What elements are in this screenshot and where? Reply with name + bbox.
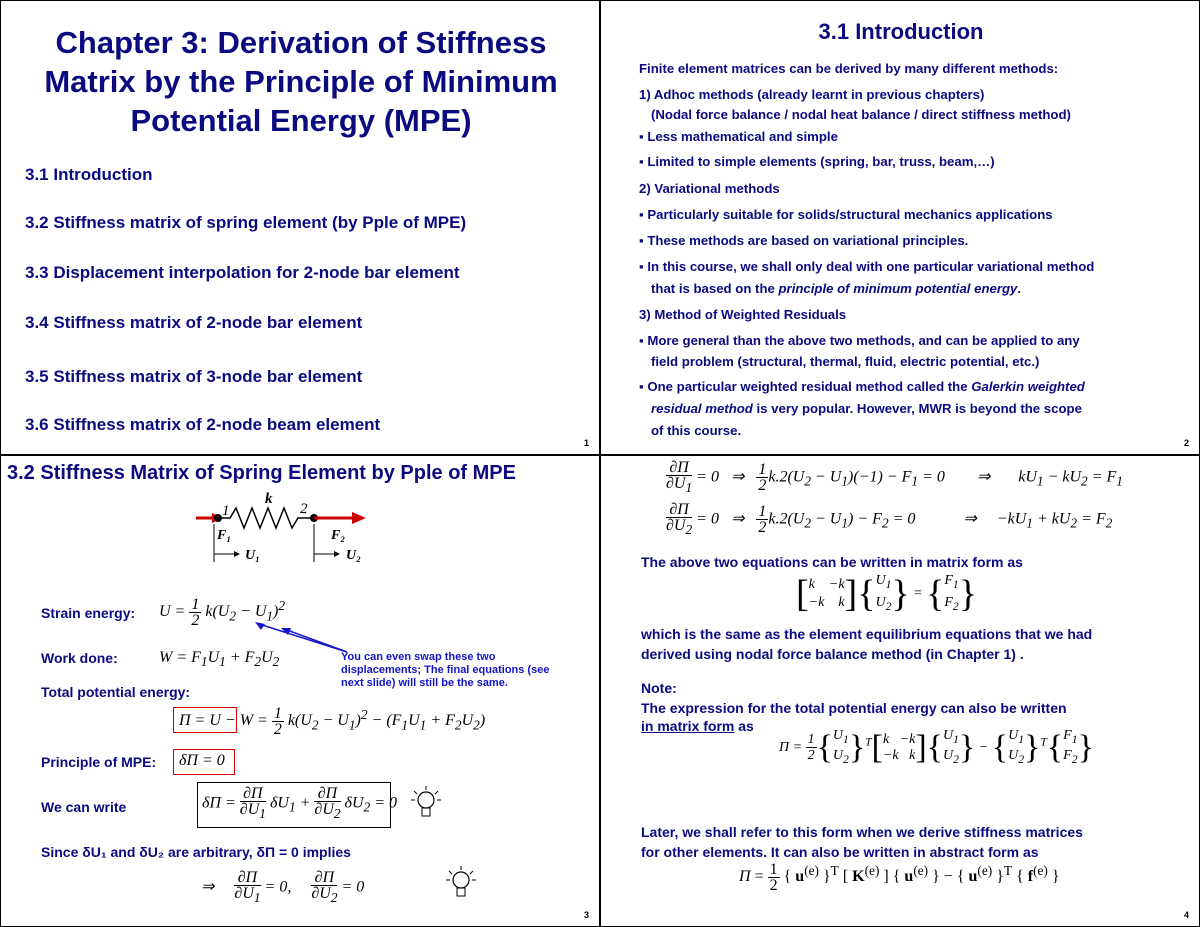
note-heading: Note: — [641, 680, 677, 696]
bullet: ▪ Less mathematical and simple — [639, 129, 838, 144]
total-potential-label: Total potential energy: — [41, 684, 191, 700]
mpe-eq: δΠ = 0 — [179, 752, 225, 769]
bullet: ▪ In this course, we shall only deal with one particular variational method — [639, 259, 1095, 274]
chapter-title: Chapter 3: Derivation of Stiffness Matrix by the Principle of Minimum Potential Energy (MPE) — [44, 25, 558, 138]
toc-item: 3.1 Introduction — [25, 165, 153, 184]
force-label: F₂ — [331, 528, 346, 543]
toc-item: 3.5 Stiffness matrix of 3-node bar element — [25, 367, 363, 386]
note-text: The expression for the total potential energy can also be written — [641, 700, 1067, 716]
slide-1 — [0, 0, 600, 455]
strain-energy-label: Strain energy: — [41, 605, 136, 621]
emphasis: Galerkin weighted — [971, 379, 1085, 394]
emphasis: principle of minimum potential energy — [778, 281, 1018, 296]
emphasis: residual method — [651, 401, 753, 416]
toc-item: 3.2 Stiffness matrix of spring element (by Pple of MPE) — [25, 213, 467, 232]
annotation-arrows — [251, 616, 361, 656]
bullet: ▪ More general than the above two methods, and can be applied to any — [639, 333, 1080, 348]
spring-constant: k — [265, 491, 273, 507]
matrix-equation: [k −k −k $k]\{U_1$ $U_2\} = \{F_1$ $F_2$} — [796, 572, 977, 615]
slide-title: 3.2 Stiffness Matrix of Spring Element by Pple of MPE — [7, 462, 516, 484]
bullet-cont: residual method is very popular. However, MWR is beyond the scope — [651, 401, 1082, 416]
method3-heading: 3) Method of Weighted Residuals — [639, 307, 847, 322]
conclusion-eq: ⇒ $\frac{\partial\Pi}{\partial U_1}$ = 0, $\frac{\partial\Pi}{\partial U_2}$ = 0 — [201, 869, 365, 906]
note-text: in matrix form as — [641, 718, 754, 734]
we-can-write-label: We can write — [41, 799, 127, 815]
equil-text: which is the same as the element equilibrium equations that we had — [641, 626, 1093, 642]
strain-energy-eq: U = $\frac{1}{2}$ $k(U_2 - U_1)^2$ — [159, 596, 286, 629]
variation-eq: δΠ = $\frac{\partial\Pi}{\partial U_1}$ $\delta U_1$ + $\frac{\partial\Pi}{\partial U_2}$ $\delta U_2 = 0$ — [202, 785, 398, 822]
bullet: ▪ Particularly suitable for solids/structural mechanics applications — [639, 207, 1053, 222]
method1-sub: (Nodal force balance / nodal heat balance / direct stiffness method) — [651, 107, 1071, 122]
slide-3 — [0, 455, 600, 927]
force-label: F₁ — [217, 528, 232, 543]
toc-item: 3.4 Stiffness matrix of 2-node bar element — [25, 313, 363, 332]
work-done-eq: $W = F_1U_1 + F_2U_2$ — [159, 649, 280, 670]
matrix-intro: The above two equations can be written in matrix form as — [641, 554, 1023, 570]
equil-text: derived using nodal force balance method (in Chapter 1) . — [641, 646, 1024, 662]
bullet: ▪ One particular weighted residual method called the Galerkin weighted — [639, 379, 1085, 394]
bullet: ▪ Limited to simple elements (spring, bar, truss, beam,…) — [639, 154, 995, 169]
total-potential-eq: Π = U − W = $\frac{1}{2}$ $k(U_2 - U_1)^2 - (F_1U_1 + F_2U_2)$ — [179, 705, 486, 738]
node-label: 1 — [222, 503, 230, 519]
displacement-label: U₁ — [245, 548, 260, 563]
method2-heading: 2) Variational methods — [639, 181, 780, 196]
page-number: 1 — [583, 438, 589, 448]
displacement-label: U₂ — [346, 548, 361, 563]
slide-4 — [600, 455, 1200, 927]
equation-2: $\frac{\partial\Pi}{\partial U_2}$ = 0 ⇒ $\frac{1}{2}$ $k.2(U_2 - U_1) - F_2 = 0$ ⇒ $-kU_1 + kU_2 = F_2$ — [666, 501, 1113, 538]
slide-2 — [600, 0, 1200, 455]
force-arrowhead — [352, 512, 366, 524]
node-label: 2 — [300, 501, 308, 517]
slide-title: 3.1 Introduction — [818, 19, 984, 44]
intro-text: Finite element matrices can be derived by many different methods: — [639, 61, 1059, 76]
page-number: 3 — [583, 910, 589, 920]
potential-matrix-form: Π = $\frac{1}{2}$ {$U_1$ $U_2\}^T[k -k$ −k $k]\{U_1$ $U_2\} - \{U_1$ $U_2\}^T\{F_1$ $F_2$} — [779, 728, 1094, 766]
later-text: for other elements. It can also be written in abstract form as — [641, 844, 1039, 860]
annotation-note: You can even swap these two displacements; The final equations (see next slide) will still be the same. — [341, 651, 550, 689]
page-number: 2 — [1183, 438, 1189, 448]
equation-1: $\frac{\partial\Pi}{\partial U_1}$ = 0 ⇒ $\frac{1}{2}$ $k.2(U_2 - U_1)(-1) - F_1 = 0$ ⇒ $kU_1 - kU_2 = F_1$ — [666, 459, 1123, 496]
toc-item: 3.3 Displacement interpolation for 2-node bar element — [25, 263, 460, 282]
mpe-label: Principle of MPE: — [41, 754, 157, 770]
page-number: 4 — [1183, 910, 1189, 920]
lightbulb-icon — [446, 866, 476, 902]
since-label: Since δU₁ and δU₂ are arbitrary, δΠ = 0 implies — [41, 844, 351, 860]
bullet-cont: of this course. — [651, 423, 742, 438]
toc-item: 3.6 Stiffness matrix of 2-node beam element — [25, 415, 381, 434]
bullet-cont: field problem (structural, thermal, fluid, electric potential, etc.) — [651, 354, 1040, 369]
method1-heading: 1) Adhoc methods (already learnt in previous chapters) — [639, 87, 985, 102]
work-done-label: Work done: — [41, 650, 118, 666]
abstract-form: Π = $\frac{1}{2}$ { $u^{(e)}$ }$^T$ [ $K^{(e)}$ ] { $u^{(e)}$ } − { $u^{(e)}$ }$^T$ { $f^{(e)}$ } — [739, 861, 1060, 894]
bullet: ▪ These methods are based on variational principles. — [639, 233, 969, 248]
later-text: Later, we shall refer to this form when we derive stiffness matrices — [641, 824, 1083, 840]
bullet-cont: that is based on the principle of minimum potential energy. — [651, 281, 1022, 296]
lightbulb-icon — [411, 786, 441, 822]
